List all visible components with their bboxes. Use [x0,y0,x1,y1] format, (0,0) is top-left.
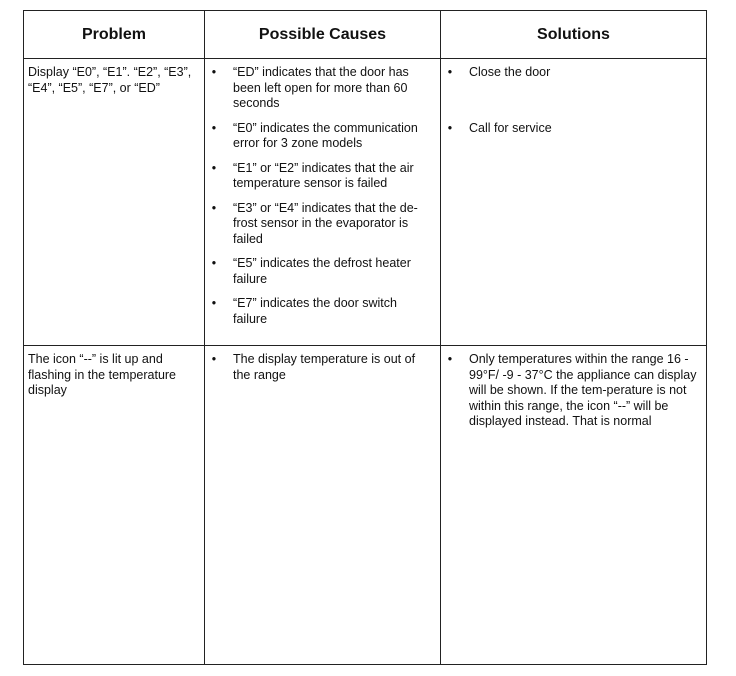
cause-item [205,201,434,248]
bullet-icon: • [211,160,217,175]
causes-cell [205,59,441,346]
solutions-cell [441,346,707,665]
bullet-icon: • [447,65,453,79]
cause-item [205,256,434,287]
bullet-icon: • [211,120,217,135]
table-row [24,59,707,346]
causes-cell [205,346,441,665]
cause-item [205,65,434,112]
cause-text: “E0” indicates the communication error for 3 zone models [233,120,418,150]
header-possible-causes: Possible Causes [205,11,441,59]
problem-cell: The icon “--” is lit up and flashing in the temperature display [24,346,205,665]
cause-item [205,161,434,192]
bullet-icon: • [211,65,217,79]
solution-text: Close the door [469,65,551,79]
bullet-icon: • [447,120,453,135]
cause-item [205,352,434,383]
table-row [24,346,707,665]
bullet-icon: • [211,256,217,270]
problem-cell: Display “E0”, “E1”. “E2”, “E3”, “E4”, “E5”, “E7”, or “ED” [24,59,205,346]
bullet-icon: • [447,352,453,366]
cause-text: The display temperature is out of the range [233,352,416,382]
header-problem: Problem [24,11,205,59]
cause-text: “E3” or “E4” indicates that the de-frost sensor in the evaporator is failed [233,200,418,246]
bullet-icon: • [211,200,217,215]
cause-text: “ED” indicates that the door has been left open for more than 60 seconds [233,65,409,110]
cause-item [205,121,434,152]
cause-item [205,296,434,327]
solution-text: Only temperatures within the range 16 - 99°F/ -9 - 37°C the appliance can display will be shown. If the tem-perature is not within this range, the icon “--” will be displayed instead. That is normal [469,352,697,428]
solution-item [441,121,700,137]
bullet-icon: • [211,352,217,366]
header-solutions: Solutions [441,11,707,59]
solution-item [441,352,700,430]
cause-text: “E7” indicates the door switch failure [233,296,397,326]
solution-item [441,65,700,81]
solutions-cell [441,59,707,346]
troubleshooting-table [23,10,707,665]
bullet-icon: • [211,296,217,310]
cause-text: “E5” indicates the defrost heater failure [233,256,411,286]
header-row [24,11,707,59]
cause-text: “E1” or “E2” indicates that the air temperature sensor is failed [233,160,414,190]
solution-text: Call for service [469,120,552,135]
